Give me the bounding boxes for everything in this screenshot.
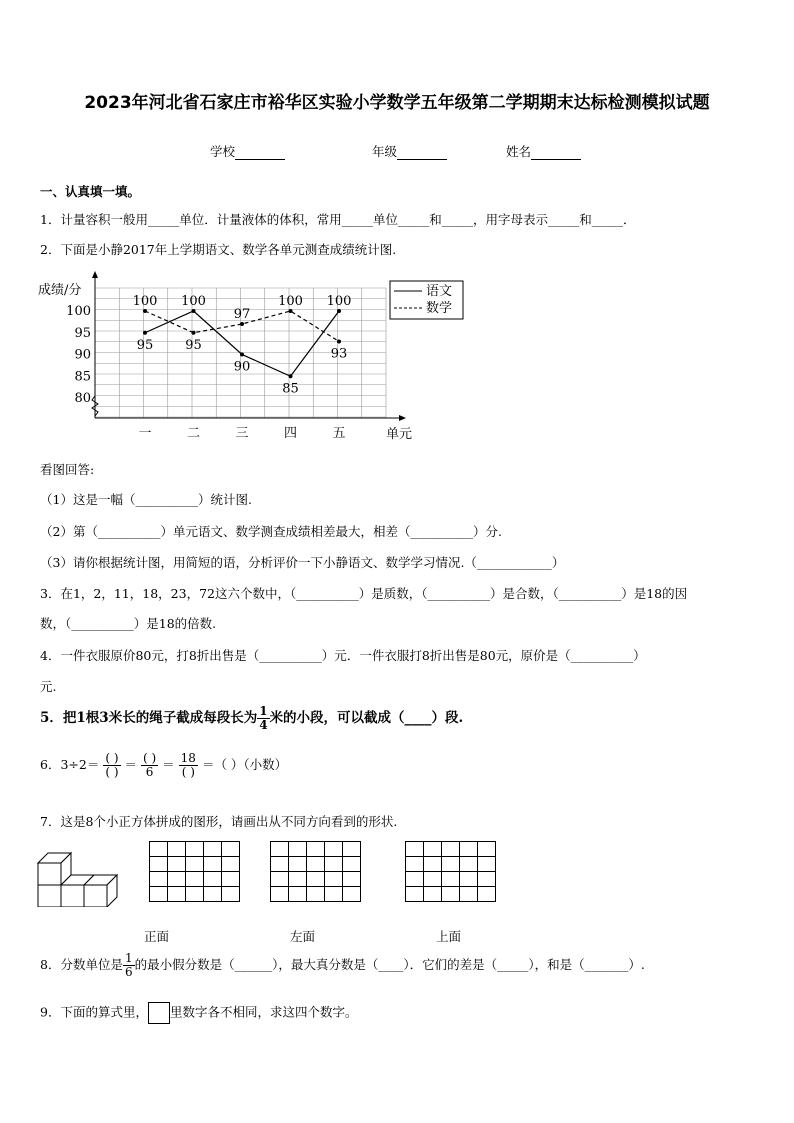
q2-sub-1: （1）这是一幅（__________）统计图. xyxy=(40,492,252,507)
y-tick-label: 100 xyxy=(66,304,91,319)
q6-f1-den: ( ) xyxy=(105,765,119,779)
q6-equals-2: ＝ xyxy=(162,757,175,772)
q8-frac-num: 1 xyxy=(124,951,133,965)
q2-sub-3: （3）请你根据统计图，用简短的语，分析评价一下小静语文、数学学习情况.（____________） xyxy=(40,555,565,570)
q7-number: 7． xyxy=(40,814,61,829)
q5-frac-num: 1 xyxy=(259,704,268,718)
y-axis-arrow xyxy=(92,271,98,278)
data-label: 97 xyxy=(233,307,251,323)
q9-number: 9． xyxy=(40,1004,61,1020)
school-field xyxy=(210,142,285,160)
q7-text: 这是8个小正方体拼成的图形，请画出从不同方向看到的形状. xyxy=(60,814,398,829)
question-3 xyxy=(40,584,687,602)
question-6 xyxy=(40,752,287,779)
q3-line-2: 数，（__________）是18的倍数. xyxy=(40,616,217,631)
x-axis-label: 单元 xyxy=(386,427,413,442)
chart-legend xyxy=(390,281,463,319)
q2-number: 2． xyxy=(40,242,61,257)
y-tick-label: 95 xyxy=(74,325,91,341)
section-heading: 一、认真填一填。 xyxy=(40,184,141,199)
q6-pre: 3÷2＝ xyxy=(60,757,100,772)
label-front: 正面 xyxy=(144,929,170,944)
y-tick-label: 80 xyxy=(74,391,91,406)
data-label: 85 xyxy=(282,381,299,397)
data-point xyxy=(192,309,196,313)
q6-equals-1: ＝ xyxy=(124,757,138,772)
q9-pre: 下面的算式里， xyxy=(60,1004,148,1020)
q6-fraction-3 xyxy=(179,752,198,779)
q2-intro: 看图回答: xyxy=(40,462,95,477)
label-top: 上面 xyxy=(436,929,462,944)
question-7 xyxy=(40,812,397,830)
name-field xyxy=(506,142,581,160)
school-label: 学校 xyxy=(210,144,236,159)
q8-number: 8． xyxy=(40,957,61,972)
data-point xyxy=(143,331,147,335)
grid-top[interactable] xyxy=(405,841,496,902)
question-1 xyxy=(40,210,635,228)
grade-label: 年级 xyxy=(372,144,398,159)
q6-post: ＝（ ）（小数） xyxy=(201,757,288,772)
q5-pre: 把1根3米长的绳子截成每段长为 xyxy=(62,710,258,726)
grade-field xyxy=(372,142,447,160)
data-point xyxy=(337,339,341,343)
x-tick-label: 三 xyxy=(235,426,249,441)
data-label: 100 xyxy=(326,294,352,309)
q8-fraction xyxy=(123,952,135,979)
x-tick-label: 四 xyxy=(283,426,298,441)
data-label: 100 xyxy=(181,294,206,309)
q6-fraction-2 xyxy=(141,752,158,779)
name-label: 姓名 xyxy=(506,144,532,159)
q5-number: 5． xyxy=(40,710,63,726)
x-axis-arrow xyxy=(399,415,406,421)
label-left: 左面 xyxy=(290,929,316,944)
q3-number: 3． xyxy=(40,586,61,601)
question-4 xyxy=(40,646,646,664)
data-label: 100 xyxy=(278,294,303,309)
grade-blank[interactable] xyxy=(397,146,447,160)
q6-f3-den: ( ) xyxy=(181,765,195,779)
x-tick-label: 五 xyxy=(332,426,346,441)
y-tick-label: 90 xyxy=(74,347,91,363)
q8-frac-den: 6 xyxy=(124,965,133,979)
q9-post: 里数字各不相同，求这四个数字。 xyxy=(169,1004,358,1020)
question-2 xyxy=(40,240,396,258)
data-point xyxy=(143,309,147,313)
grid-front[interactable] xyxy=(149,841,240,902)
cube-figure xyxy=(36,845,126,907)
grid-left[interactable] xyxy=(270,841,361,902)
q8-pre: 分数单位是 xyxy=(60,957,123,972)
data-label: 90 xyxy=(233,359,251,375)
y-axis-label: 成绩/分 xyxy=(38,283,82,298)
question-9 xyxy=(40,1002,357,1024)
q6-f2-den: 6 xyxy=(145,765,154,779)
q6-fraction-1 xyxy=(103,752,120,779)
x-tick-label: 一 xyxy=(138,426,152,441)
q4-line-2: 元. xyxy=(40,679,57,694)
q1-number: 1． xyxy=(40,212,61,227)
data-point xyxy=(240,353,244,357)
data-point xyxy=(240,322,244,326)
digit-box xyxy=(148,1002,170,1024)
legend-label-shuxue: 数学 xyxy=(426,301,453,316)
x-tick-label: 二 xyxy=(186,426,201,441)
name-blank[interactable] xyxy=(531,146,581,160)
q6-f1-num: ( ) xyxy=(105,751,119,765)
q5-post: 米的小段，可以截成（____）段. xyxy=(269,710,464,726)
q6-number: 6． xyxy=(40,757,61,772)
data-label: 95 xyxy=(136,337,154,353)
q5-fraction xyxy=(257,705,269,732)
data-label: 93 xyxy=(330,346,348,362)
school-blank[interactable] xyxy=(235,146,285,160)
q6-f3-num: 18 xyxy=(180,751,196,765)
data-point xyxy=(192,331,196,335)
q4-number: 4． xyxy=(40,648,61,663)
q5-frac-den: 4 xyxy=(259,718,268,732)
q4-line-1: 一件衣服原价80元，打8折出售是（__________）元．一件衣服打8折出售是80元，原价是（__________） xyxy=(60,648,646,663)
question-8 xyxy=(40,952,645,979)
q3-line-1: 在1，2，11，18，23，72这六个数中，（__________）是质数，（__________）是合数，（__________）是18的因 xyxy=(60,586,688,601)
data-label: 95 xyxy=(185,337,202,353)
question-5 xyxy=(40,705,463,732)
q1-text: 计量容积一般用_____单位．计量液体的体积，常用_____单位_____和_____，用字母表示_____和_____． xyxy=(60,212,636,227)
data-label: 100 xyxy=(132,294,158,309)
data-point xyxy=(289,374,293,378)
q2-text: 下面是小静2017年上学期语文、数学各单元测查成绩统计图. xyxy=(60,242,397,257)
page-title: 2023年河北省石家庄市裕华区实验小学数学五年级第二学期期末达标检测模拟试题 xyxy=(84,93,710,113)
q8-post: 的最小假分数是（______），最大真分数是（____）．它们的差是（_____），和是（_______）. xyxy=(134,957,645,972)
y-tick-label: 85 xyxy=(74,369,91,385)
q6-f2-num: ( ) xyxy=(143,751,157,765)
legend-label-yuwen: 语文 xyxy=(426,284,453,299)
line-chart xyxy=(30,268,480,448)
data-point xyxy=(337,309,341,313)
q2-sub-2: （2）第（__________）单元语文、数学测查成绩相差最大，相差（__________）分. xyxy=(40,524,502,539)
data-point xyxy=(289,309,293,313)
